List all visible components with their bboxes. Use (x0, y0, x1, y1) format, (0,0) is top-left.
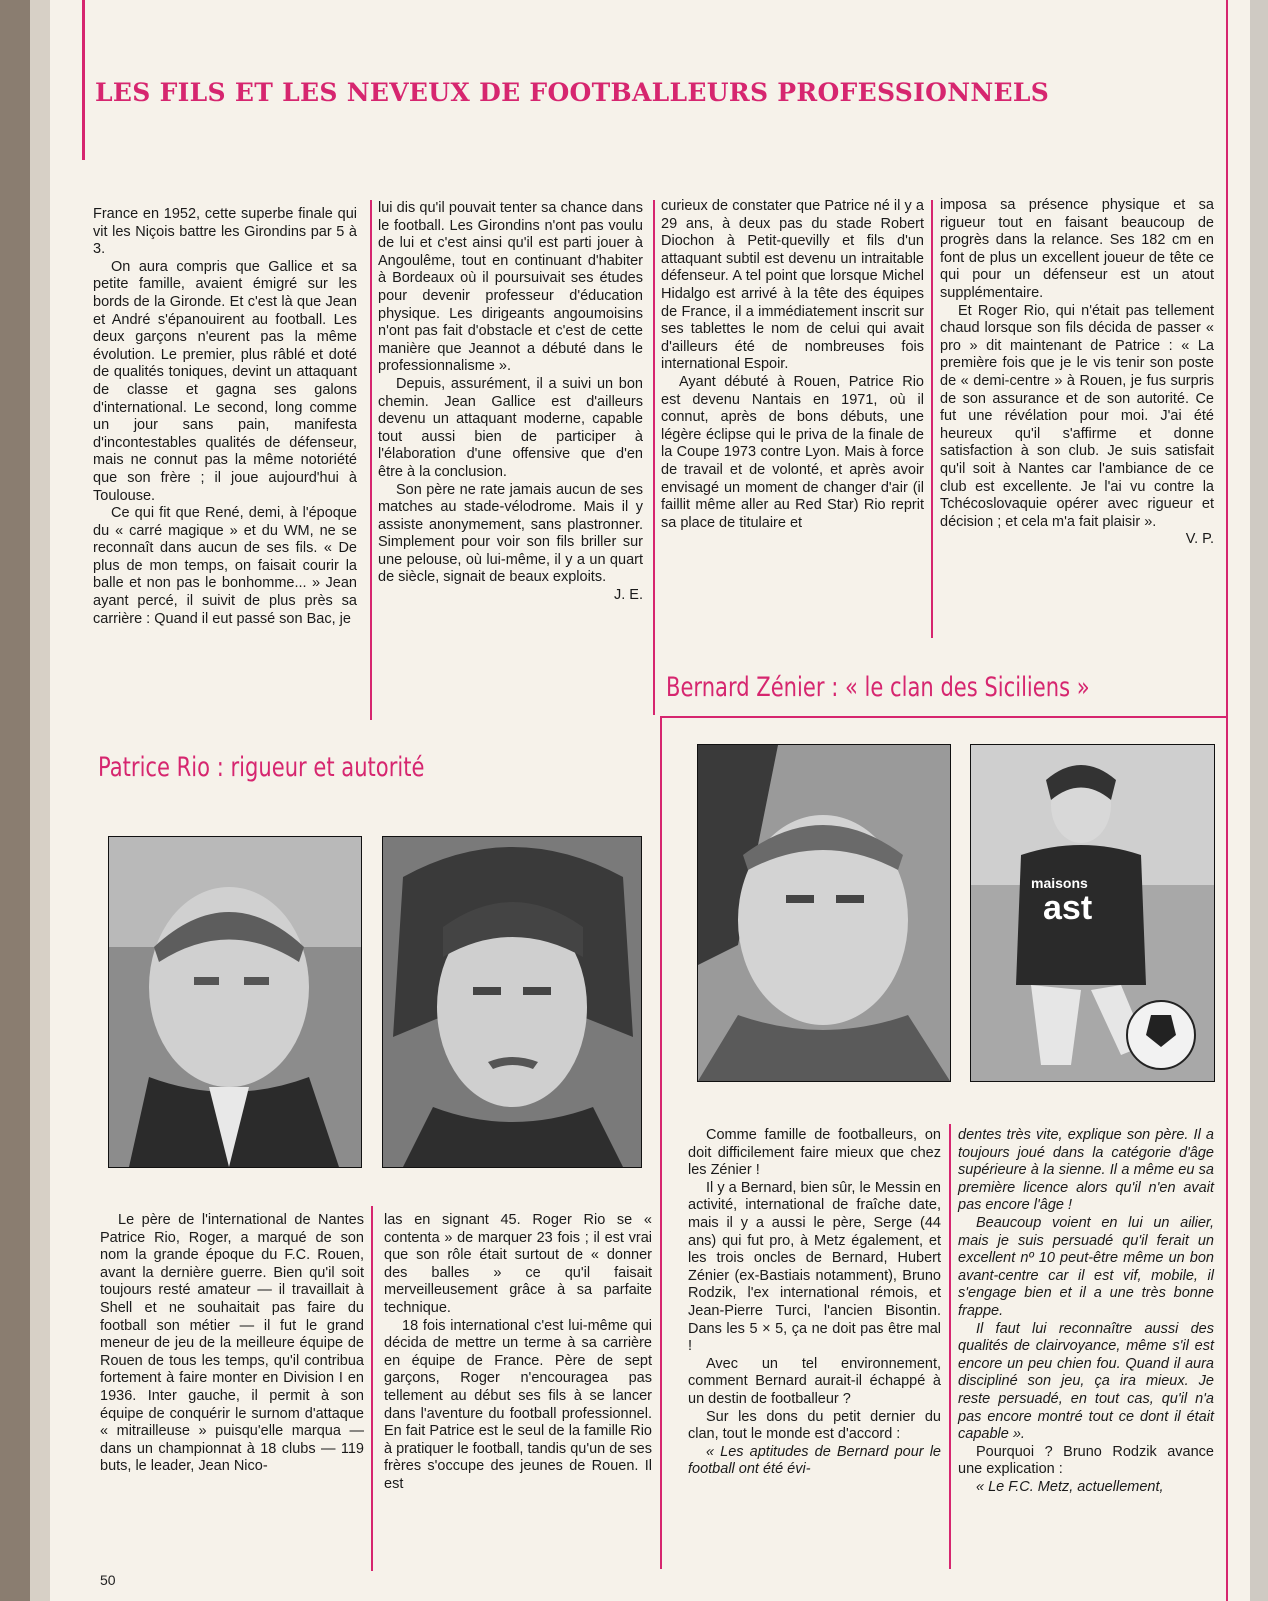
bernard-column-rule (949, 1124, 951, 1569)
paragraph: Depuis, assurément, il a suivi un bon chemin. Jean Gallice est d'ailleurs devenu un attaquant moderne, capable tout aussi bien de participer à l'élaboration d'une offensive que d'en être à la conclusion. (378, 375, 643, 480)
paragraph: Il y a Bernard, bien sûr, le Messin en activité, international de fraîche date, mais il y a aussi le père, Serge (44 ans) qui fut pro, à Metz également, et les trois oncles de Bernard, Hubert Zénier (ex-Bastiais notamment), Bruno Rodzik, l'ex international rémois, et Jean-Pierre Turci, l'ancien Bisontin. Dans les 5 × 5, ça ne doit pas être mal ! (688, 1179, 941, 1355)
column-rule-3 (931, 200, 933, 638)
photo-serge-zenier (697, 744, 951, 1082)
bernard-section-rule (660, 716, 1226, 718)
paragraph: Et Roger Rio, qui n'était pas tellement chaud lorsque son fils décida de passer « pro » dit maintenant de Patrice : « La première fois que je le vis tenir son poste de « demi-centre » à Rouen, je fus surpris de son assurance et de son autorité. Ce fut une révélation pour moi. J'ai été heureux qu'il s'affirme et donne satisfaction à son club. Je suis satisfait qu'il soit à Nantes car l'ambiance de ce club est excellente. Je l'ai vu contre la Tchécoslovaquie opérer avec rigueur et décision ; et cela m'a fait plaisir ». (940, 302, 1214, 530)
paragraph: Beaucoup voient en lui un ailier, mais je suis persuadé qu'il ferait un excellent nº 10 peut-être même un bon avant-centre car il est vif, mobile, il s'engage bien et il a une très bonne frappe. (958, 1214, 1214, 1319)
page-headline: LES FILS ET LES NEVEUX DE FOOTBALLEURS PROFESSIONNELS (95, 78, 1050, 107)
top-rule (82, 0, 85, 160)
footballer-action-icon (971, 745, 1214, 1081)
section-title-bernard-zenier: Bernard Zénier : « le clan des Siciliens » (666, 672, 1090, 703)
paragraph: « Le F.C. Metz, actuellement, (976, 1478, 1164, 1495)
paragraph: France en 1952, cette superbe finale qui vit les Niçois battre les Girondins par 5 à 3. (93, 206, 357, 258)
paragraph: 18 fois international c'est lui-même qui décida de mettre un terme à sa carrière en équipe de France. Père de sept garçons, Roger n'encouragea pas tellement au début ses fils à se lancer dans l'aventure du football professionnel. En fait Patrice est le seul de la famille Rio à pratiquer le football, tandis qu'un de ses frères s'occupe des jeunes de Rouen. Il est (384, 1317, 652, 1492)
paragraph: On aura compris que Gallice et sa petite famille, avaient émigré sur les bords de la Gironde. Et c'est là que Jean et André s'épanouirent au football. Les deux garçons n'eurent pas la même évolution. Le premier, plus râblé et doté de qualités toniques, devint un attaquant de classe et gagna ses galons d'international. Le second, long comme un jour sans pain, manifesta d'incontestables qualités de défenseur, mais ne connut pas la même notoriété que son frère ; il joue aujourd'hui à Toulouse. (93, 258, 357, 504)
photo-bernard-zenier (970, 744, 1215, 1082)
patrice-column-rule (371, 1206, 373, 1571)
paragraph: Ayant débuté à Rouen, Patrice Rio est devenu Nantais en 1971, où il connut, après de bons débuts, une légère éclipse qui le priva de la finale de la Coupe 1973 contre Lyon. Mais à force de travail et de volonté, et après avoir envisagé un moment de changer d'air (il faillit même aller au Red Star) Rio reprit sa place de titulaire et (661, 373, 924, 531)
paragraph: Pourquoi ? Bruno Rodzik avance une explication : (958, 1443, 1214, 1478)
right-rule (1226, 0, 1228, 1601)
jersey-sponsor-text-1: maisons (1031, 875, 1088, 891)
article-column-3 (661, 198, 924, 532)
paragraph: las en signant 45. Roger Rio se « contenta » de marquer 23 fois ; il est vrai que son rôle était surtout de « donner des balles » ce qu'il faisait merveilleusement grâce à sa parfaite technique. (384, 1212, 652, 1316)
paragraph: dentes très vite, explique son père. Il a toujours joué dans la catégorie d'âge supérieure à la sienne. Il a même eu sa première licence alors qu'il n'en avait pas encore l'âge ! (958, 1127, 1214, 1214)
article-column-1 (93, 206, 357, 628)
patrice-column-rule-2 (660, 1124, 662, 1569)
column-rule-2 (653, 200, 655, 715)
patrice-column-1 (100, 1212, 364, 1476)
bernard-column-2 (958, 1127, 1214, 1496)
next-page-edge (1250, 0, 1268, 1601)
binding-shadow (30, 0, 50, 1601)
section-title-patrice-rio: Patrice Rio : rigueur et autorité (98, 752, 425, 783)
article-column-2 (378, 200, 643, 605)
paragraph: Son père ne rate jamais aucun de ses matches au stade-vélodrome. Mais il y assiste anonymement, sans plastronner. Simplement pour voir son fils briller sur une pelouse, où lui-même, il y a un quart de siècle, signait de beaux exploits. (378, 481, 643, 586)
paragraph: Comme famille de footballeurs, on doit difficilement faire mieux que chez les Zénier ! (688, 1127, 941, 1179)
article-column-4 (940, 197, 1214, 549)
portrait-young-man-icon (383, 837, 641, 1167)
paragraph: lui dis qu'il pouvait tenter sa chance dans le football. Les Girondins n'ont pas voulu de lui et c'est ainsi qu'il est parti jouer à Angoulême, tout en continuant d'habiter à Bordeaux où il poursuivait ses études pour devenir professeur d'éducation physique. Les dirigeants angoumoisins n'ont pas fait d'obstacle et c'est de cette manière que Jeannot a débuté dans le professionnalisme ». (378, 200, 643, 375)
bernard-column-1 (688, 1127, 941, 1479)
photo-patrice-rio (382, 836, 642, 1168)
paragraph: Sur les dons du petit dernier du clan, tout le monde est d'accord : (688, 1408, 941, 1443)
portrait-father-icon (698, 745, 950, 1081)
paragraph: Le père de l'international de Nantes Patrice Rio, Roger, a marqué de son nom la grande époque du F.C. Rouen, avant la dernière guerre. Bien qu'il soit toujours resté amateur — il travaillait à Shell et ne souhaitait pas faire du football son métier — il fut le grand meneur de jeu de la meilleure équipe de Rouen de tous les temps, qu'il contribua fortement à faire monter en Division I en 1936. Inter gauche, il permit à son équipe de conquérir le surnom d'attaque « mitrailleuse » puisqu'elle marqua — dans un championnat à 18 clubs — 119 buts, le leader, Jean Nico- (100, 1212, 364, 1475)
paragraph: Il faut lui reconnaître aussi des qualités de clairvoyance, même s'il est encore un peu chien fou. Quand il aura discipliné son jeu, ça ira mieux. Je reste persuadé, en tout cas, qu'il n'a pas encore montré tout ce dont il était capable ». (958, 1320, 1214, 1443)
paragraph: imposa sa présence physique et sa rigueur tout en faisant beaucoup de progrès dans la relance. Ses 182 cm en font de plus un excellent joueur de tête ce qui pour un défenseur est un atout supplémentaire. (940, 197, 1214, 301)
paragraph: curieux de constater que Patrice né il y a 29 ans, à deux pas du stade Robert Diochon à Petit-quevilly et fils d'un attaquant subtil est devenu un intraitable défenseur. A tel point que lorsque Michel Hidalgo est arrivé à la tête des équipes de France, il a immédiatement inscrit sur ses tablettes le nom de celui qui avait d'ailleurs été de nombreuses fois international Espoir. (661, 198, 924, 373)
patrice-column-2 (384, 1212, 652, 1494)
paragraph: Avec un tel environnement, comment Bernard aurait-il échappé à un destin de footballeur ? (688, 1355, 941, 1407)
photo-roger-rio (108, 836, 362, 1168)
jersey-sponsor-text-2: ast (1043, 889, 1093, 927)
page-number: 50 (100, 1572, 116, 1588)
paragraph: Ce qui fit que René, demi, à l'époque du « carré magique » et du WM, ne se reconnaît dans aucun de ses fils. « De plus de mon temps, on faisait courir la balle et non pas le bonhomme... » Jean ayant percé, il suivit de plus près sa carrière : Quand il eut passé son Bac, je (93, 505, 357, 627)
author-signature: J. E. (613, 587, 643, 604)
binding-gutter (0, 0, 30, 1601)
bernard-left-rule (660, 716, 662, 1186)
column-rule-1 (370, 200, 372, 720)
portrait-old-man-icon (109, 837, 361, 1167)
author-signature: V. P. (1185, 531, 1214, 548)
paragraph: « Les aptitudes de Bernard pour le football ont été évi- (688, 1443, 941, 1478)
